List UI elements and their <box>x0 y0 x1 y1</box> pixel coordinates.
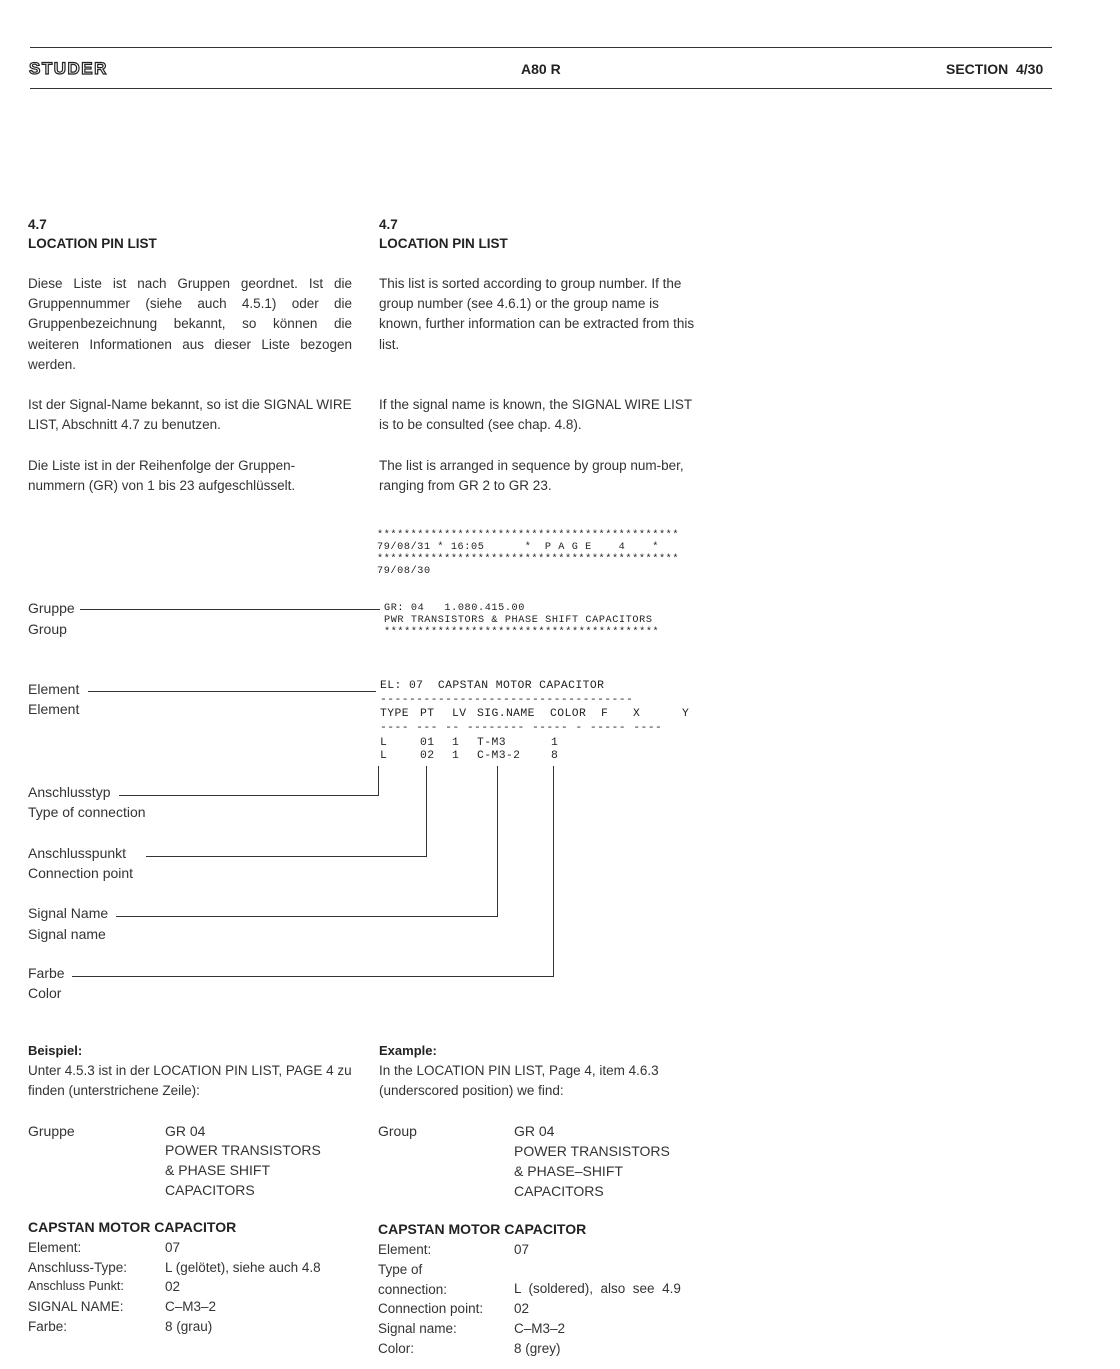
example-de-value-element: 07 <box>165 1240 181 1255</box>
callout-connection-point: Connection point <box>28 865 134 881</box>
left-paragraph-1: Diese Liste ist nach Gruppen geordnet. Ist die Gruppennummer (siehe auch 4.5.1) oder die Gruppenbezeichnung bekannt, so können die weiteren Informationen aus dieser Liste bezogen werden. <box>28 276 352 372</box>
example-de-value-type: L (gelötet), siehe auch 4.8 <box>165 1260 321 1275</box>
example-en-heading: Example: <box>379 1043 437 1058</box>
example-de-label-color: Farbe: <box>28 1319 68 1334</box>
row1-color: 1 <box>551 737 559 749</box>
right-section-number: 4.7 <box>379 217 398 232</box>
printout-column-dashes: ---- --- -- -------- ----- - ----- ---- <box>380 722 663 734</box>
callout-line-signal-v <box>497 766 498 917</box>
model-name: A80 R <box>521 61 561 77</box>
callout-line-point-h <box>146 856 427 857</box>
printout-stars-top: ********************************************* <box>377 530 680 541</box>
callout-signal-name-en: Signal name <box>28 926 106 942</box>
example-en-label-element: Element: <box>378 1242 432 1257</box>
row2-lv: 1 <box>452 750 460 762</box>
example-en-value-point: 02 <box>514 1301 530 1316</box>
callout-anschlusspunkt: Anschlusspunkt <box>28 845 127 861</box>
example-de-cap-title: CAPSTAN MOTOR CAPACITOR <box>28 1219 237 1235</box>
printout-group-line: GR: 04 1.080.415.00 <box>384 603 525 614</box>
example-en-cap-title: CAPSTAN MOTOR CAPACITOR <box>378 1221 587 1237</box>
example-de-label-type: Anschluss-Type: <box>28 1260 128 1275</box>
left-section-number: 4.7 <box>28 217 47 232</box>
callout-line-color-h <box>72 976 554 977</box>
example-de-value-point: 02 <box>165 1279 181 1294</box>
callout-line-group <box>80 609 380 610</box>
callout-color: Color <box>28 985 62 1001</box>
row2-type: L <box>380 750 388 762</box>
example-de-heading: Beispiel: <box>28 1043 83 1058</box>
row1-sig: T-M3 <box>477 737 506 749</box>
row1-lv: 1 <box>452 737 460 749</box>
callout-line-type-h <box>119 795 379 796</box>
example-en-text: In the LOCATION PIN LIST, Page 4, item 4.6.3 (underscored position) we find: <box>379 1063 659 1099</box>
example-en-value-signal: C–M3–2 <box>514 1321 566 1336</box>
row2-pt: 02 <box>420 750 435 762</box>
left-paragraph-2: Ist der Signal-Name bekannt, so ist die SIGNAL WIRE LIST, Abschnitt 4.7 zu benutzen. <box>28 397 352 433</box>
example-en-group-label: Group <box>378 1123 417 1139</box>
right-section-title: LOCATION PIN LIST <box>379 236 508 251</box>
example-de-group-value-2: POWER TRANSISTORS <box>165 1142 321 1158</box>
col-signame: SIG.NAME <box>477 708 535 720</box>
callout-type-of-connection: Type of connection <box>28 804 146 820</box>
callout-farbe: Farbe <box>28 965 65 981</box>
example-en-label-point: Connection point: <box>378 1301 484 1316</box>
callout-line-color-v <box>553 766 554 977</box>
example-de-label-signal: SIGNAL NAME: <box>28 1299 124 1314</box>
printout-element-line: EL: 07 CAPSTAN MOTOR CAPACITOR <box>380 680 605 692</box>
printout-stars-mid: ********************************************* <box>377 554 680 565</box>
col-type: TYPE <box>380 708 409 720</box>
row1-type: L <box>380 737 388 749</box>
example-en-value-element: 07 <box>514 1242 530 1257</box>
row2-color: 8 <box>551 750 559 762</box>
callout-line-type-v <box>378 766 379 796</box>
header-bottom-rule <box>30 88 1052 89</box>
example-de-group-label: Gruppe <box>28 1123 75 1139</box>
row2-sig: C-M3-2 <box>477 750 521 762</box>
studer-logo: STUDER <box>29 59 108 78</box>
example-en-group-value-3: & PHASE–SHIFT <box>514 1163 623 1179</box>
example-en-value-color: 8 (grey) <box>514 1341 561 1356</box>
header-top-rule <box>30 47 1052 48</box>
left-section-title: LOCATION PIN LIST <box>28 236 157 251</box>
example-de-label-point: Anschluss Punkt: <box>28 1279 124 1293</box>
example-en-label-color: Color: <box>378 1341 415 1356</box>
example-de-value-color: 8 (grau) <box>165 1319 213 1334</box>
example-en-label-type-1: Type of <box>378 1262 423 1277</box>
example-en-value-type: L (soldered), also see 4.9 <box>514 1281 681 1296</box>
example-en-group-value-1: GR 04 <box>514 1123 555 1139</box>
callout-anschlusstyp: Anschlusstyp <box>28 784 111 800</box>
example-de-group-value-3: & PHASE SHIFT <box>165 1162 271 1178</box>
example-en-label-signal: Signal name: <box>378 1321 457 1336</box>
left-paragraph-3: Die Liste ist in der Reihenfolge der Gruppen-nummern (GR) von 1 bis 23 aufgeschlüsselt. <box>28 458 296 494</box>
printout-stars-group: ***************************************** <box>384 627 660 638</box>
right-paragraph-2: If the signal name is known, the SIGNAL WIRE LIST is to be consulted (see chap. 4.8). <box>379 397 692 433</box>
example-de-label-element: Element: <box>28 1240 82 1255</box>
callout-signal-name-de: Signal Name <box>28 905 109 921</box>
callout-element-en: Element <box>28 701 80 717</box>
example-de-group-value-1: GR 04 <box>165 1123 206 1139</box>
col-lv: LV <box>452 708 467 720</box>
example-de-text: Unter 4.5.3 ist in der LOCATION PIN LIST, PAGE 4 zu finden (unterstrichene Zeile): <box>28 1063 352 1099</box>
printout-date2: 79/08/30 <box>377 566 431 577</box>
section-number: SECTION 4/30 <box>946 61 1044 77</box>
example-de-value-signal: C–M3–2 <box>165 1299 217 1314</box>
example-en-group-value-2: POWER TRANSISTORS <box>514 1143 670 1159</box>
col-pt: PT <box>420 708 435 720</box>
callout-line-element <box>88 691 376 692</box>
printout-date-line: 79/08/31 * 16:05 * P A G E 4 * <box>377 542 659 553</box>
callout-element-de: Element <box>28 681 80 697</box>
callout-line-point-v <box>426 766 427 857</box>
right-paragraph-3: The list is arranged in sequence by group num-ber, ranging from GR 2 to GR 23. <box>379 458 684 494</box>
example-en-group-value-4: CAPACITORS <box>514 1183 604 1199</box>
callout-line-signal-h <box>116 916 498 917</box>
row1-pt: 01 <box>420 737 435 749</box>
col-y: Y <box>682 708 690 720</box>
col-f: F <box>601 708 609 720</box>
example-en-label-type-2: connection: <box>378 1282 448 1297</box>
printout-group-name: PWR TRANSISTORS & PHASE SHIFT CAPACITORS <box>384 615 653 626</box>
callout-gruppe: Gruppe <box>28 600 75 616</box>
printout-dashes: ----------------------------------- <box>380 694 634 706</box>
right-paragraph-1: This list is sorted according to group number. If the group number (see 4.6.1) or the group name is known, further information can be extracted from this list. <box>379 276 695 352</box>
col-x: X <box>633 708 641 720</box>
col-color: COLOR <box>550 708 587 720</box>
example-de-group-value-4: CAPACITORS <box>165 1182 255 1198</box>
callout-group: Group <box>28 621 67 637</box>
